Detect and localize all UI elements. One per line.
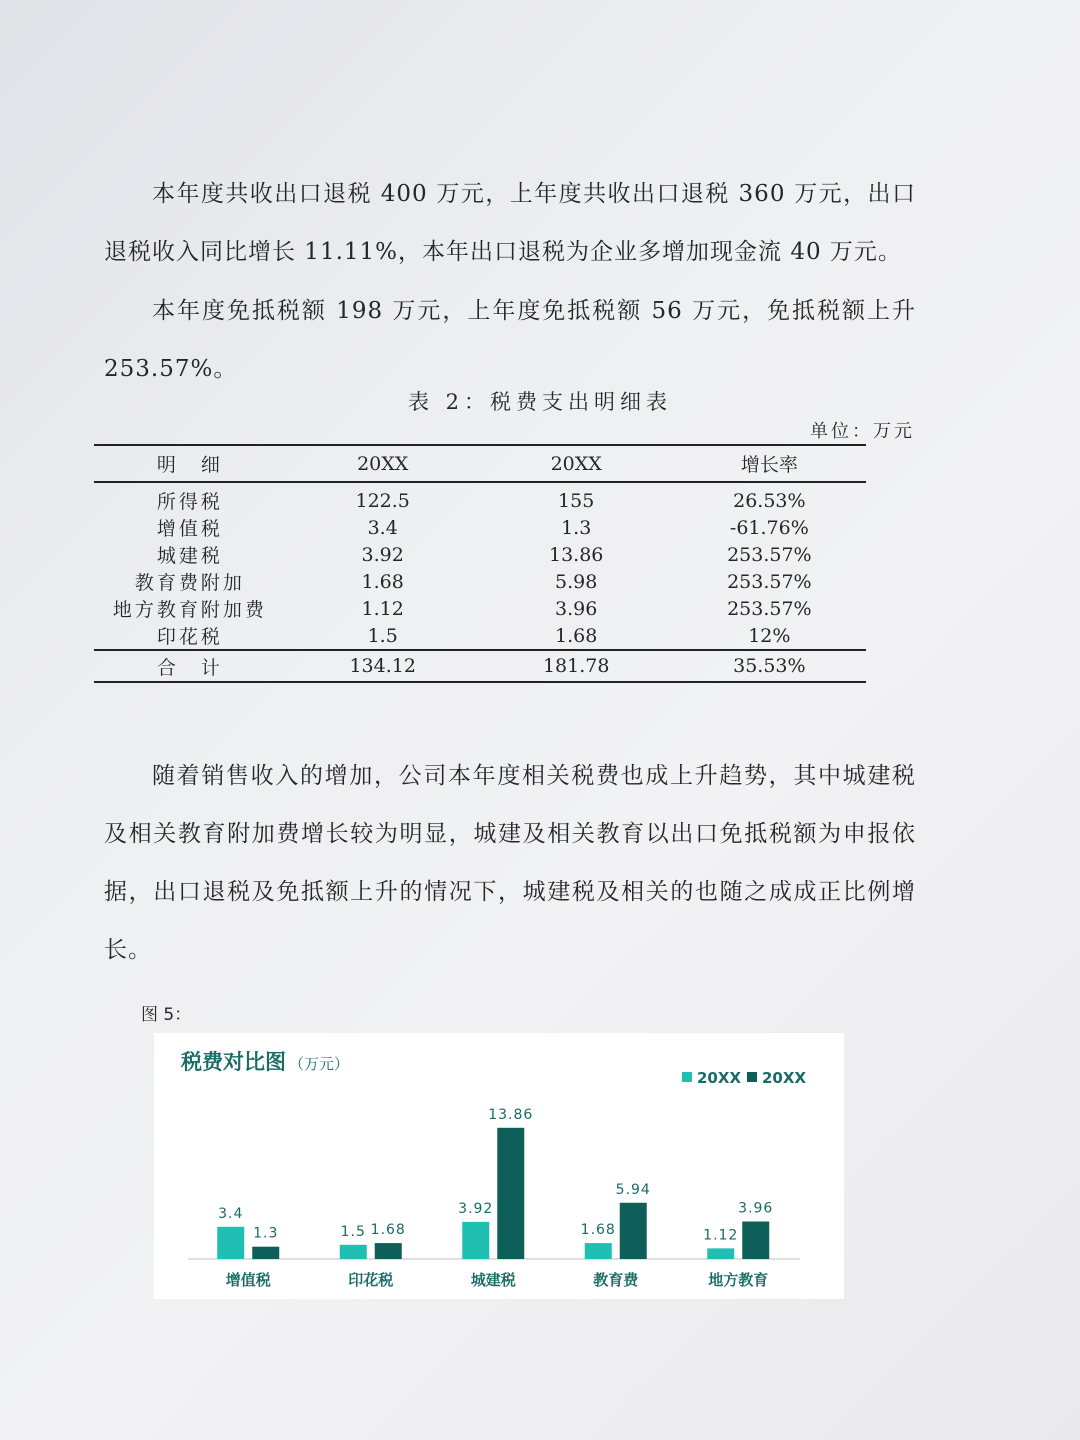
legend-label: 20XX xyxy=(697,1069,742,1087)
data-label: 1.12 xyxy=(703,1227,739,1244)
header-year-curr: 20XX xyxy=(480,445,673,482)
cell-rate: 253.57% xyxy=(727,597,812,620)
category-label: 增值税 xyxy=(225,1271,271,1289)
data-label: 3.4 xyxy=(218,1205,244,1222)
paragraph-export-refund xyxy=(104,165,916,281)
cell-rate: 12% xyxy=(748,624,791,647)
bar-series2 xyxy=(252,1247,279,1259)
cell-value: 1.3 xyxy=(561,516,592,539)
table-row xyxy=(94,541,866,568)
cell-value: 1.12 xyxy=(361,597,404,620)
paragraph-exemption xyxy=(104,282,916,398)
cell-item: 所得税 xyxy=(156,491,223,513)
data-label: 13.86 xyxy=(488,1106,534,1123)
cell-value: 1.68 xyxy=(361,570,404,593)
cell-rate: -61.76% xyxy=(729,516,809,539)
data-label: 1.3 xyxy=(253,1225,279,1242)
table-header-row xyxy=(94,445,866,482)
chart-canvas xyxy=(154,1033,844,1299)
cell-total-value: 181.78 xyxy=(480,650,673,682)
bar-series2 xyxy=(620,1203,647,1259)
cell-value: 1.5 xyxy=(367,624,398,647)
category-label: 教育费 xyxy=(593,1271,639,1289)
cell-item: 地方教育附加费 xyxy=(112,599,267,621)
cell-value: 3.4 xyxy=(367,516,398,539)
cell-value: 3.96 xyxy=(555,597,598,620)
cell-value: 122.5 xyxy=(355,489,410,512)
table-row xyxy=(94,622,866,650)
table-title: 表 2：税费支出明细表 xyxy=(407,390,673,414)
data-label: 1.68 xyxy=(580,1222,616,1239)
cell-total-rate: 35.53% xyxy=(673,650,866,682)
bar-series1 xyxy=(707,1248,734,1259)
cell-total-value: 134.12 xyxy=(286,650,480,682)
data-label: 1.68 xyxy=(370,1222,406,1239)
data-label: 3.96 xyxy=(738,1200,774,1217)
category-label: 城建税 xyxy=(470,1271,516,1289)
cell-total-label: 合 计 xyxy=(94,650,286,682)
figure-label: 图 5： xyxy=(141,1005,192,1025)
header-year-prev: 20XX xyxy=(286,445,480,482)
bar-series1 xyxy=(585,1243,612,1259)
cell-value: 13.86 xyxy=(548,543,604,566)
bar-series1 xyxy=(217,1227,244,1259)
bar-series2 xyxy=(497,1128,524,1259)
cell-item: 增值税 xyxy=(156,518,223,540)
cell-item: 城建税 xyxy=(156,545,223,567)
table-row xyxy=(94,568,866,595)
category-label: 地方教育 xyxy=(708,1271,769,1289)
paragraph-text: 随着销售收入的增加，公司本年度相关税费也成上升趋势，其中城建税及相关教育附加费增长较为明显，城建及相关教育以出口免抵税额为申报依据，出口退税及免抵额上升的情况下，城建税及相关的也随之成成正比例增长。 xyxy=(104,763,916,963)
legend-label: 20XX xyxy=(762,1069,807,1087)
data-label: 1.5 xyxy=(340,1223,366,1240)
cell-item: 印花税 xyxy=(156,626,223,648)
cell-value: 3.92 xyxy=(361,543,404,566)
chart-subtitle: （万元） xyxy=(289,1055,350,1073)
tax-comparison-chart xyxy=(154,1033,844,1299)
table-row xyxy=(94,595,866,622)
tax-detail-table xyxy=(94,444,866,683)
header-growth-rate: 增长率 xyxy=(673,445,866,482)
cell-rate: 253.57% xyxy=(727,543,812,566)
cell-item: 教育费附加 xyxy=(134,572,245,594)
cell-rate: 26.53% xyxy=(733,489,806,512)
cell-value: 1.68 xyxy=(555,624,598,647)
legend-swatch xyxy=(682,1072,692,1082)
data-label: 5.94 xyxy=(615,1181,651,1198)
category-label: 印花税 xyxy=(348,1271,394,1289)
bar-series1 xyxy=(462,1222,489,1259)
legend-swatch xyxy=(747,1072,757,1082)
bar-series2 xyxy=(742,1222,769,1259)
bar-series2 xyxy=(375,1243,402,1259)
table-unit: 单位：万元 xyxy=(810,421,915,442)
header-item: 明 细 xyxy=(94,445,286,482)
chart-title: 税费对比图 xyxy=(181,1050,286,1074)
paragraph-text: 本年度共收出口退税 400 万元，上年度共收出口退税 360 万元，出口退税收入同比增长 11.11%，本年出口退税为企业多增加现金流 40 万元。 xyxy=(104,181,916,265)
paragraph-text: 本年度免抵税额 198 万元，上年度免抵税额 56 万元，免抵税额上升 253.57%。 xyxy=(104,298,916,382)
bar-series1 xyxy=(340,1245,367,1259)
paragraph-tax-trend xyxy=(104,747,916,979)
cell-rate: 253.57% xyxy=(727,570,812,593)
cell-value: 155 xyxy=(558,489,595,512)
table-total-row xyxy=(94,650,866,682)
table-row xyxy=(94,482,866,514)
cell-value: 5.98 xyxy=(555,570,598,593)
table-row xyxy=(94,514,866,541)
data-label: 3.92 xyxy=(458,1200,494,1217)
